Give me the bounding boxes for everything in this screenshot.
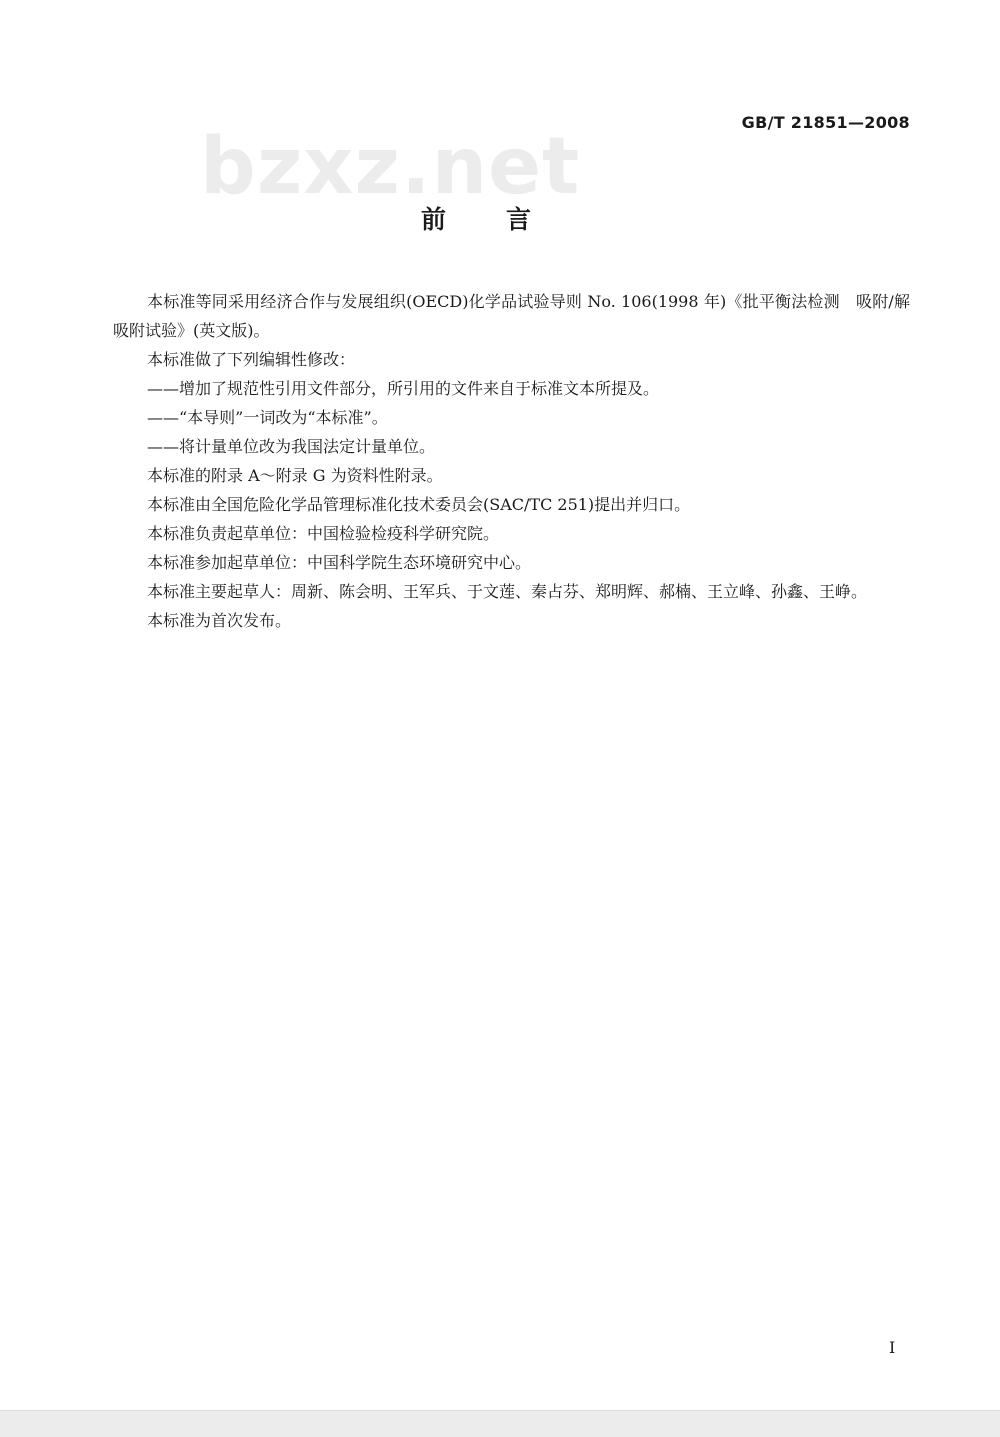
paragraph-modifications-intro: 本标准做了下列编辑性修改： (147, 350, 356, 369)
paragraph-first-release: 本标准为首次发布。 (147, 611, 292, 630)
paragraph-main-drafters: 本标准主要起草人：周新、陈会明、王军兵、于文莲、秦占芬、郑明辉、郝楠、王立峰、孙鑫、王峥。 (147, 582, 868, 601)
paragraph-lead-drafter: 本标准负责起草单位：中国检验检疫科学研究院。 (147, 524, 500, 543)
paragraph-modification-2: ——“本导则”一词改为“本标准”。 (147, 408, 388, 427)
paragraph-modification-1: ——增加了规范性引用文件部分，所引用的文件来自于标准文本所提及。 (147, 379, 660, 398)
paragraph-adoption: 本标准等同采用经济合作与发展组织(OECD)化学品试验导则 No. 106(1998 年)《批平衡法检测 吸附/解吸附试验》(英文版)。 (113, 292, 910, 340)
paragraph-modification-3: ——将计量单位改为我国法定计量单位。 (147, 437, 436, 456)
standard-code: GB/T 21851—2008 (741, 113, 910, 132)
watermark: bzxz.net (200, 122, 581, 212)
paragraph-appendices: 本标准的附录 A～附录 G 为资料性附录。 (147, 466, 443, 485)
page-number: I (889, 1338, 896, 1357)
body-text (113, 287, 910, 635)
paragraph-participating-drafter: 本标准参加起草单位：中国科学院生态环境研究中心。 (147, 553, 532, 572)
viewer-bottom-strip (0, 1410, 1000, 1437)
section-title: 前言 (420, 205, 591, 234)
paragraph-proposer: 本标准由全国危险化学品管理标准化技术委员会(SAC/TC 251)提出并归口。 (147, 495, 691, 514)
